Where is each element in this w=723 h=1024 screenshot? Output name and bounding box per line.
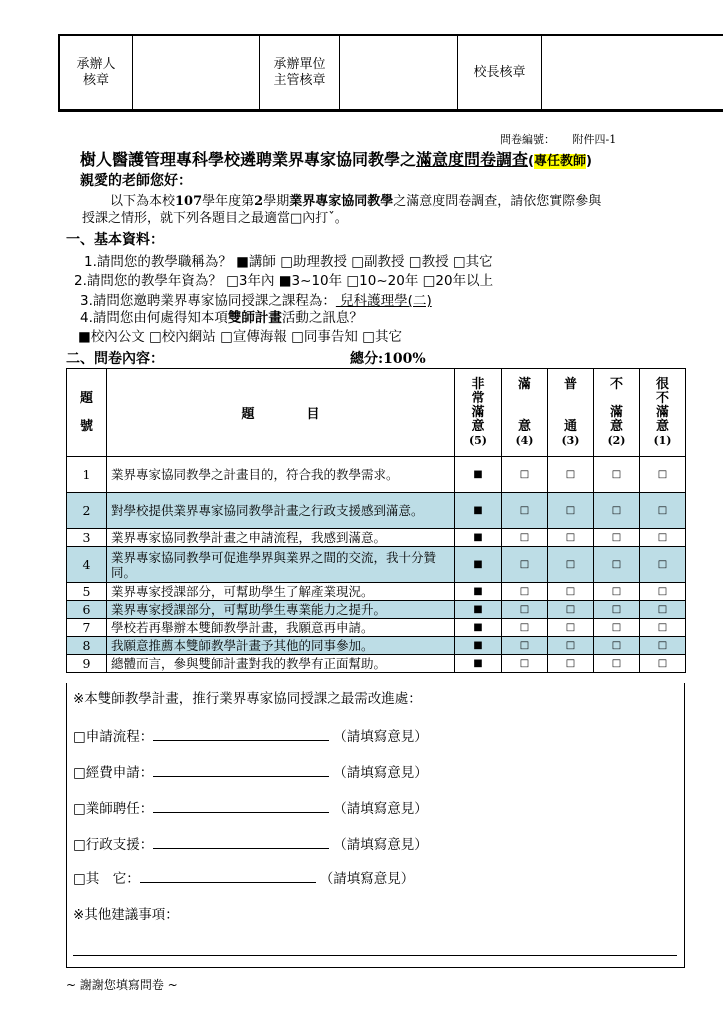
suggestion-item bbox=[73, 725, 428, 745]
title-role: 專任教師 bbox=[533, 154, 586, 169]
intro-semester: 2 bbox=[254, 194, 264, 209]
row-number: 4 bbox=[67, 547, 107, 583]
header-score: (5) bbox=[468, 433, 488, 447]
header-char: 通 bbox=[563, 418, 577, 434]
rating-checkbox[interactable]: □ bbox=[640, 655, 686, 673]
row-number: 8 bbox=[67, 637, 107, 655]
header-char: 不 bbox=[655, 390, 669, 406]
rating-checkbox[interactable]: ■ bbox=[455, 457, 502, 493]
header-score: (4) bbox=[515, 433, 534, 447]
row-question: 業界專家協同教學之計畫目的，符合我的教學需求。 bbox=[107, 457, 455, 493]
row-number: 1 bbox=[67, 457, 107, 493]
intro-text: 以下為本校 bbox=[110, 194, 176, 209]
form-number-label: 問卷編號： bbox=[500, 133, 555, 146]
header-dissatisfied bbox=[594, 369, 640, 457]
rating-checkbox[interactable]: □ bbox=[594, 601, 640, 619]
rating-checkbox[interactable]: □ bbox=[548, 583, 594, 601]
approval-label-principal: 校長核章 bbox=[458, 36, 542, 109]
survey-table bbox=[66, 368, 686, 673]
rating-checkbox[interactable]: ■ bbox=[455, 601, 502, 619]
rating-checkbox[interactable]: □ bbox=[594, 619, 640, 637]
rating-checkbox[interactable]: □ bbox=[594, 493, 640, 529]
rating-checkbox[interactable]: □ bbox=[548, 547, 594, 583]
basic-q4-text: 活動之訊息？ bbox=[281, 310, 363, 326]
row-number: 2 bbox=[67, 493, 107, 529]
row-number: 9 bbox=[67, 655, 107, 673]
rating-checkbox[interactable]: □ bbox=[640, 457, 686, 493]
title-paren-close: ) bbox=[586, 154, 592, 169]
header-char: 常 bbox=[471, 390, 485, 406]
intro-line-2: 授課之情形，就下列各題目之最適當□內打ˇ。 bbox=[82, 211, 348, 226]
header-char: 意 bbox=[471, 418, 485, 434]
approval-label-supervisor: 承辦單位 主管核章 bbox=[260, 36, 340, 109]
intro-program: 業界專家協同教學 bbox=[289, 194, 394, 209]
header-char: 滿 bbox=[609, 404, 623, 420]
text-field-application-process[interactable] bbox=[153, 726, 329, 741]
header-neutral bbox=[548, 369, 594, 457]
rating-checkbox[interactable]: ■ bbox=[455, 493, 502, 529]
header-satisfied bbox=[502, 369, 548, 457]
suggestion-hint: （請填寫意見） bbox=[333, 801, 428, 817]
header-char: 意 bbox=[517, 418, 531, 434]
rating-checkbox[interactable]: □ bbox=[594, 457, 640, 493]
approval-stamp-handler bbox=[133, 36, 260, 109]
header-number-char: 題 bbox=[79, 390, 93, 406]
table-header-row bbox=[67, 369, 686, 457]
header-char: 很 bbox=[655, 376, 669, 392]
table-row bbox=[67, 655, 686, 673]
row-question: 業界專家授課部分，可幫助學生專業能力之提升。 bbox=[107, 601, 455, 619]
header-char: 普 bbox=[563, 376, 577, 392]
suggestion-item bbox=[73, 867, 414, 887]
page-title bbox=[80, 147, 592, 170]
rating-checkbox[interactable]: ■ bbox=[455, 619, 502, 637]
rating-checkbox[interactable]: □ bbox=[594, 583, 640, 601]
basic-q3-label: 3.請問您邀聘業界專家協同授課之課程為： bbox=[80, 293, 336, 309]
rating-checkbox[interactable]: □ bbox=[502, 637, 548, 655]
section-basic-heading: 一、基本資料： bbox=[66, 232, 164, 248]
title-main: 樹人醫護管理專科學校遴聘業界專家協同教學之 bbox=[80, 150, 417, 169]
greeting: 親愛的老師您好： bbox=[80, 173, 192, 189]
row-question: 業界專家協同教學計畫之申請流程，我感到滿意。 bbox=[107, 529, 455, 547]
text-field-other[interactable] bbox=[140, 868, 316, 883]
basic-q3-value: 兒科護理學(二) bbox=[335, 293, 432, 309]
rating-checkbox[interactable]: □ bbox=[640, 547, 686, 583]
text-field-funding[interactable] bbox=[153, 762, 329, 777]
table-row bbox=[67, 547, 686, 583]
basic-q4-options: ■校內公文 □校內網站 □宣傳海報 □同事告知 □其它 bbox=[78, 329, 402, 345]
text-field-expert-hiring[interactable] bbox=[153, 798, 329, 813]
basic-q4-text: 4.請問您由何處得知本項 bbox=[80, 310, 228, 326]
rating-checkbox[interactable]: □ bbox=[640, 493, 686, 529]
table-row bbox=[67, 637, 686, 655]
basic-q4 bbox=[80, 306, 363, 326]
suggestion-section bbox=[66, 683, 685, 968]
basic-q2: 2.請問您的教學年資為？ □3年內 ■3~10年 □10~20年 □20年以上 bbox=[74, 273, 494, 289]
rating-checkbox[interactable]: □ bbox=[548, 637, 594, 655]
header-score: (2) bbox=[607, 433, 626, 447]
rating-checkbox[interactable]: □ bbox=[640, 529, 686, 547]
checkbox-funding[interactable]: □經費申請： bbox=[73, 765, 154, 781]
form-number bbox=[500, 131, 616, 147]
row-question: 我願意推薦本雙師教學計畫予其他的同事參加。 bbox=[107, 637, 455, 655]
header-score: (3) bbox=[561, 433, 580, 447]
rating-checkbox[interactable]: □ bbox=[502, 547, 548, 583]
row-number: 6 bbox=[67, 601, 107, 619]
header-char: 滿 bbox=[517, 376, 531, 392]
header-number bbox=[67, 369, 107, 457]
other-suggestions-line[interactable] bbox=[73, 955, 677, 956]
rating-checkbox[interactable]: ■ bbox=[455, 637, 502, 655]
intro-text: 之滿意度問卷調查，請依您實際參與 bbox=[393, 194, 602, 209]
rating-checkbox[interactable]: □ bbox=[502, 583, 548, 601]
suggestion-hint: （請填寫意見） bbox=[333, 837, 428, 853]
approval-stamp-supervisor bbox=[340, 36, 458, 109]
checkbox-application-process[interactable]: □申請流程： bbox=[73, 729, 154, 745]
annex-label: 附件四-1 bbox=[572, 133, 617, 146]
table-row bbox=[67, 583, 686, 601]
rating-checkbox[interactable]: □ bbox=[594, 547, 640, 583]
row-question: 業界專家授課部分，可幫助學生了解產業現況。 bbox=[107, 583, 455, 601]
row-question: 業界專家協同教學可促進學界與業界之間的交流，我十分贊同。 bbox=[107, 547, 455, 583]
rating-checkbox[interactable]: □ bbox=[594, 529, 640, 547]
table-row bbox=[67, 493, 686, 529]
intro-year: 107 bbox=[175, 194, 203, 209]
rating-checkbox[interactable]: □ bbox=[502, 493, 548, 529]
rating-checkbox[interactable]: □ bbox=[640, 619, 686, 637]
checkbox-admin-support[interactable]: □行政支援： bbox=[73, 837, 154, 853]
intro-text: 學年度第 bbox=[202, 194, 255, 209]
suggestion-hint: （請填寫意見） bbox=[319, 871, 415, 887]
header-score: (1) bbox=[653, 433, 672, 447]
row-question: 總體而言，參與雙師計畫對我的教學有正面幫助。 bbox=[107, 655, 455, 673]
row-number: 3 bbox=[67, 529, 107, 547]
rating-checkbox[interactable]: ■ bbox=[455, 529, 502, 547]
approval-stamp-principal bbox=[542, 36, 723, 109]
table-row bbox=[67, 457, 686, 493]
text-field-admin-support[interactable] bbox=[153, 834, 329, 849]
approval-stamp-box bbox=[58, 34, 723, 112]
header-char: 意 bbox=[609, 418, 623, 434]
header-char: 不 bbox=[609, 376, 623, 392]
title-paren-open: ( bbox=[528, 154, 534, 169]
table-row bbox=[67, 601, 686, 619]
total-score: 總分:100% bbox=[350, 351, 426, 367]
basic-q1: 1.請問您的教學職稱為？ ■講師 □助理教授 □副教授 □教授 □其它 bbox=[84, 254, 493, 270]
suggestion-item bbox=[73, 761, 428, 781]
rating-checkbox[interactable]: □ bbox=[548, 529, 594, 547]
checkbox-expert-hiring[interactable]: □業師聘任： bbox=[73, 801, 154, 817]
row-question: 學校若再舉辦本雙師教學計畫，我願意再申請。 bbox=[107, 619, 455, 637]
rating-checkbox[interactable]: □ bbox=[594, 655, 640, 673]
rating-checkbox[interactable]: ■ bbox=[455, 547, 502, 583]
suggestion-item bbox=[73, 797, 428, 817]
checkbox-other[interactable]: □其 它： bbox=[73, 871, 140, 887]
rating-checkbox[interactable]: □ bbox=[640, 583, 686, 601]
rating-checkbox[interactable]: □ bbox=[548, 457, 594, 493]
rating-checkbox[interactable]: ■ bbox=[455, 583, 502, 601]
section-survey-heading: 二、問卷內容： bbox=[66, 351, 164, 367]
title-survey: 滿意度問卷調查 bbox=[416, 150, 529, 169]
footer-thanks: ~ 謝謝您填寫問卷 ~ bbox=[66, 978, 178, 992]
header-char: 滿 bbox=[655, 404, 669, 420]
approval-label-handler: 承辦人 核章 bbox=[60, 36, 133, 109]
rating-checkbox[interactable]: □ bbox=[502, 619, 548, 637]
suggestion-hint: （請填寫意見） bbox=[333, 729, 428, 745]
rating-checkbox[interactable]: □ bbox=[502, 655, 548, 673]
rating-checkbox[interactable]: □ bbox=[548, 493, 594, 529]
intro-text: 學期 bbox=[263, 194, 290, 209]
suggestion-hint: （請填寫意見） bbox=[333, 765, 428, 781]
header-very-satisfied bbox=[455, 369, 502, 457]
rating-checkbox[interactable]: □ bbox=[548, 601, 594, 619]
header-number-char: 號 bbox=[79, 418, 93, 434]
rating-checkbox[interactable]: □ bbox=[502, 529, 548, 547]
rating-checkbox[interactable]: □ bbox=[594, 637, 640, 655]
header-char: 意 bbox=[655, 418, 669, 434]
row-number: 7 bbox=[67, 619, 107, 637]
suggestion-heading: ※本雙師教學計畫，推行業界專家協同授課之最需改進處： bbox=[73, 691, 422, 707]
rating-checkbox[interactable]: □ bbox=[548, 619, 594, 637]
rating-checkbox[interactable]: □ bbox=[640, 637, 686, 655]
basic-q4-program: 雙師計畫 bbox=[227, 310, 282, 326]
header-very-dissatisfied bbox=[640, 369, 686, 457]
table-row bbox=[67, 619, 686, 637]
header-item: 題 目 bbox=[107, 369, 455, 457]
table-row bbox=[67, 529, 686, 547]
rating-checkbox[interactable]: □ bbox=[502, 457, 548, 493]
rating-checkbox[interactable]: □ bbox=[548, 655, 594, 673]
rating-checkbox[interactable]: □ bbox=[502, 601, 548, 619]
other-suggestions-label: ※其他建議事項： bbox=[73, 907, 179, 923]
rating-checkbox[interactable]: □ bbox=[640, 601, 686, 619]
header-char: 非 bbox=[471, 376, 485, 392]
rating-checkbox[interactable]: ■ bbox=[455, 655, 502, 673]
header-char: 滿 bbox=[471, 404, 485, 420]
row-number: 5 bbox=[67, 583, 107, 601]
row-question: 對學校提供業界專家協同教學計畫之行政支援感到滿意。 bbox=[107, 493, 455, 529]
suggestion-item bbox=[73, 833, 428, 853]
